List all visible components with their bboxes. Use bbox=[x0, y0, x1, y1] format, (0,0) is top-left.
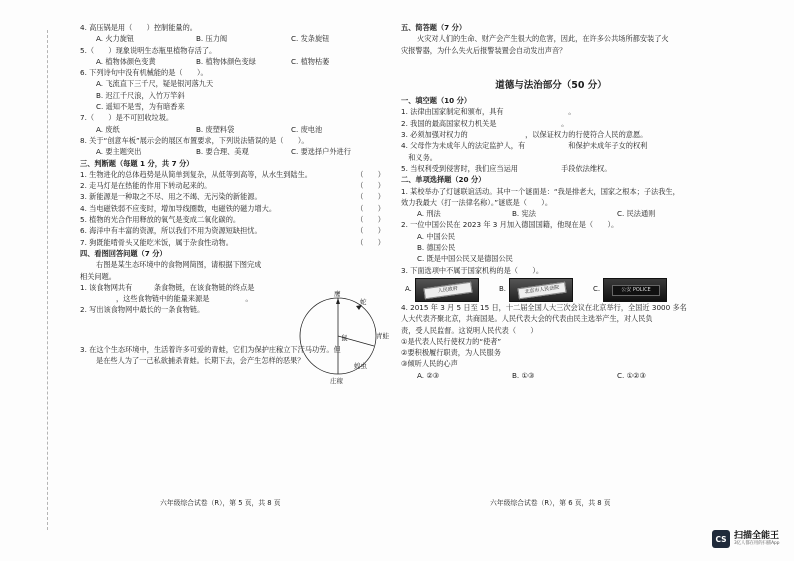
option: C. 植物枯萎 bbox=[291, 56, 330, 66]
option: A. 废纸 bbox=[96, 124, 120, 134]
statement-item: ①是代表人民行使权力的“使者” bbox=[401, 336, 502, 346]
option-image: A. 人民政府 bbox=[415, 278, 477, 300]
option: C. ①②③ bbox=[617, 370, 646, 380]
option: C. 废电池 bbox=[291, 124, 323, 134]
brand-tagline: 3亿人都在用的扫描App bbox=[734, 541, 780, 546]
fill-item: 1. 法律由国家制定和颁布，具有 。 bbox=[401, 107, 576, 117]
option: C. 要选择户外进行 bbox=[291, 147, 351, 157]
choice-question-4-cont: 人大代表齐聚北京，共商国是。人民代表大会的代表由民主选举产生，对人民负 bbox=[401, 314, 653, 324]
option: A. ②③ bbox=[417, 370, 440, 380]
food-web-node: 青蛙 bbox=[376, 332, 389, 340]
option: A. 刑法 bbox=[417, 209, 441, 219]
fill-item: 2. 我国的最高国家权力机关是 。 bbox=[401, 118, 569, 128]
option: B. 宪法 bbox=[512, 209, 536, 219]
option: C. 遥知不是雪，为有暗香来 bbox=[96, 102, 185, 112]
option: A. 中国公民 bbox=[417, 231, 456, 241]
government-building-photo: 人民政府 bbox=[415, 278, 479, 302]
judge-item: 7. 狗既能啃骨头又能吃米饭，属于杂食性动物。 （ ） bbox=[80, 237, 385, 247]
question-8-options bbox=[80, 146, 385, 157]
question-7-options bbox=[80, 124, 385, 135]
question-5-options bbox=[80, 56, 385, 67]
right-page bbox=[401, 22, 701, 381]
food-web-node: 蛇 bbox=[360, 298, 367, 306]
option: B. ①③ bbox=[512, 370, 535, 380]
fill-item: 4. 父母作为未成年人的法定监护人，有 和保护未成年子女的权利 bbox=[401, 141, 648, 151]
judge-item: 1. 生物进化的总体趋势是从简单到复杂，从低等到高等，从水生到陆生。 （ ） bbox=[80, 169, 385, 179]
choice-question-1-options bbox=[401, 208, 701, 219]
option: A. 植物体颜色变黄 bbox=[96, 56, 156, 66]
choice-question-3-images bbox=[405, 278, 701, 300]
food-web-node: 庄稼 bbox=[330, 377, 343, 385]
section-essay-title: 五、简答题（7 分） bbox=[401, 23, 467, 32]
camscanner-logo-icon: CS bbox=[712, 530, 730, 548]
fill-item: 5. 当权利受到侵害时，我们应当运用 手段依法维权。 bbox=[401, 163, 612, 173]
option: A. 火力旋钮 bbox=[96, 34, 135, 44]
option: B. 德国公民 bbox=[417, 243, 456, 253]
choice-question-1-cont: 效力我最大（打一法律名称）。”谜底是（ ）。 bbox=[401, 197, 553, 207]
subject-title: 道德与法治部分（50 分） bbox=[495, 79, 607, 91]
police-station-photo: 公安 POLICE bbox=[603, 278, 667, 302]
judge-item: 5. 植物的光合作用释放的氧气是变成二氧化碳的。 （ ） bbox=[80, 215, 385, 225]
choice-question-3: 3. 下面选项中不属于国家机构的是（ ）。 bbox=[401, 265, 544, 275]
question-4: 4. 高压锅是用（ ）控制能量的。 bbox=[80, 23, 197, 32]
choice-question-4: 4. 2015 年 3 月 5 日至 15 日，十二届全国人大三次会议在北京举行，全国近 3000 多名 bbox=[401, 302, 687, 312]
judge-item: 6. 海洋中有丰富的资源，所以我们不用为资源短缺担忧。 （ ） bbox=[80, 226, 385, 236]
choice-question-4-options bbox=[401, 370, 701, 381]
picture-question-1: 1. 该食物网共有 条食物链，在该食物链的终点是 bbox=[80, 282, 255, 292]
option-image: C. 公安 POLICE bbox=[603, 278, 665, 300]
choice-question-2: 2. 一位中国公民在 2023 年 3 月加入德国国籍，他现在是（ ）。 bbox=[401, 220, 619, 230]
picture-question-1-cont: ，这些食物链中的能量来源是 。 bbox=[80, 294, 253, 304]
judge-item: 4. 当电磁铁弱不应变时，增加导线圈数，电磁铁的磁力增大。 （ ） bbox=[80, 203, 385, 213]
fold-line bbox=[47, 30, 48, 530]
scanner-watermark bbox=[712, 530, 780, 548]
question-5: 5.（ ）现象说明生态瓶里植物存活了。 bbox=[80, 45, 217, 55]
question-7: 7.（ ）是不可回收垃圾。 bbox=[80, 113, 174, 123]
choice-question-4-cont: 责，受人民监督。这说明人民代表（ ） bbox=[401, 325, 538, 335]
section-choice-title: 二、单项选择题（20 分） bbox=[401, 175, 486, 185]
section-picture-title: 四、看图回答问题（7 分） bbox=[80, 248, 167, 258]
question-6: 6. 下列诗句中没有机械能的是（ ）。 bbox=[80, 68, 208, 78]
picture-question-3-cont: 是在些人为了一己私欲捕杀青蛙。长期下去，会产生怎样的恶果？ bbox=[96, 356, 305, 366]
section-fill-title: 一、填空题（10 分） bbox=[401, 96, 472, 106]
page-footer-left: 六年级综合试卷（R），第 5 页，共 8 页 bbox=[160, 499, 281, 507]
picture-intro: 右图是某生态环境中的食物网简图，请根据下图完成 bbox=[96, 260, 262, 270]
statement-item: ③倾听人民的心声 bbox=[401, 359, 458, 369]
question-8: 8. 关于“创意车板”展示会的展区布置要求，下列说法错误的是（ ）。 bbox=[80, 135, 309, 145]
fill-item: 3. 必须加强对权力的 ，以保证权力的行使符合人民的意愿。 bbox=[401, 130, 648, 140]
option: B. 要合理、美观 bbox=[196, 147, 249, 157]
option: C. 发条旋钮 bbox=[291, 34, 330, 44]
court-building-photo: 北京市人民法院 bbox=[509, 278, 573, 302]
option: B. 压力阀 bbox=[196, 34, 228, 44]
option: B. 废塑料袋 bbox=[196, 124, 235, 134]
option: A. 飞流直下三千尺，疑是银河落九天 bbox=[96, 79, 214, 89]
section-judge-title: 三、判断题（每题 1 分，共 7 分） bbox=[80, 158, 194, 168]
option: C. 民法通则 bbox=[617, 209, 656, 219]
option-image: B. 北京市人民法院 bbox=[509, 278, 571, 300]
picture-question-2: 2. 写出该食物网中最长的一条食物链。 bbox=[80, 305, 205, 315]
essay-question: 火灾对人们的生命、财产会产生很大的危害，因此，在许多公共场所都安装了火 bbox=[417, 34, 669, 44]
food-web-diagram bbox=[290, 288, 402, 386]
food-web-node: 鹰 bbox=[334, 290, 341, 298]
picture-intro-cont: 相关问题。 bbox=[80, 271, 116, 281]
option: A. 要主题突出 bbox=[96, 147, 142, 157]
picture-question-3: 3. 在这个生态环境中，生活着许多可爱的青蛙，它们为保护庄稼立下汗马功劳。但 bbox=[80, 344, 341, 354]
statement-item: ②要积极履行职责，为人民服务 bbox=[401, 348, 501, 358]
option: B. 植物体颜色变绿 bbox=[196, 56, 256, 66]
question-4-options bbox=[80, 33, 385, 44]
fill-item: 和义务。 bbox=[401, 152, 437, 162]
judge-item: 2. 走马灯是在热能的作用下转动起来的。 （ ） bbox=[80, 181, 385, 191]
brand-name: 扫描全能王 bbox=[734, 531, 780, 541]
food-web-node: 蝗虫 bbox=[354, 362, 367, 370]
choice-question-1: 1. 某校举办了灯谜联谊活动。其中一个谜面是：“我是排老大，国家之根本；子法我生， bbox=[401, 186, 680, 196]
food-web-node: 鼠 bbox=[341, 334, 348, 342]
essay-question-cont: 灾报警器，为什么失火后报警装置会自动发出声音？ bbox=[401, 45, 567, 55]
page-footer-right: 六年级综合试卷（R），第 6 页，共 8 页 bbox=[490, 499, 611, 507]
option: B. 迟江千尺浪，入竹万竿斜 bbox=[96, 90, 185, 100]
option: C. 既是中国公民又是德国公民 bbox=[417, 254, 513, 264]
judge-item: 3. 新能源是一种取之不尽、用之不竭、无污染的新能源。 （ ） bbox=[80, 192, 385, 202]
